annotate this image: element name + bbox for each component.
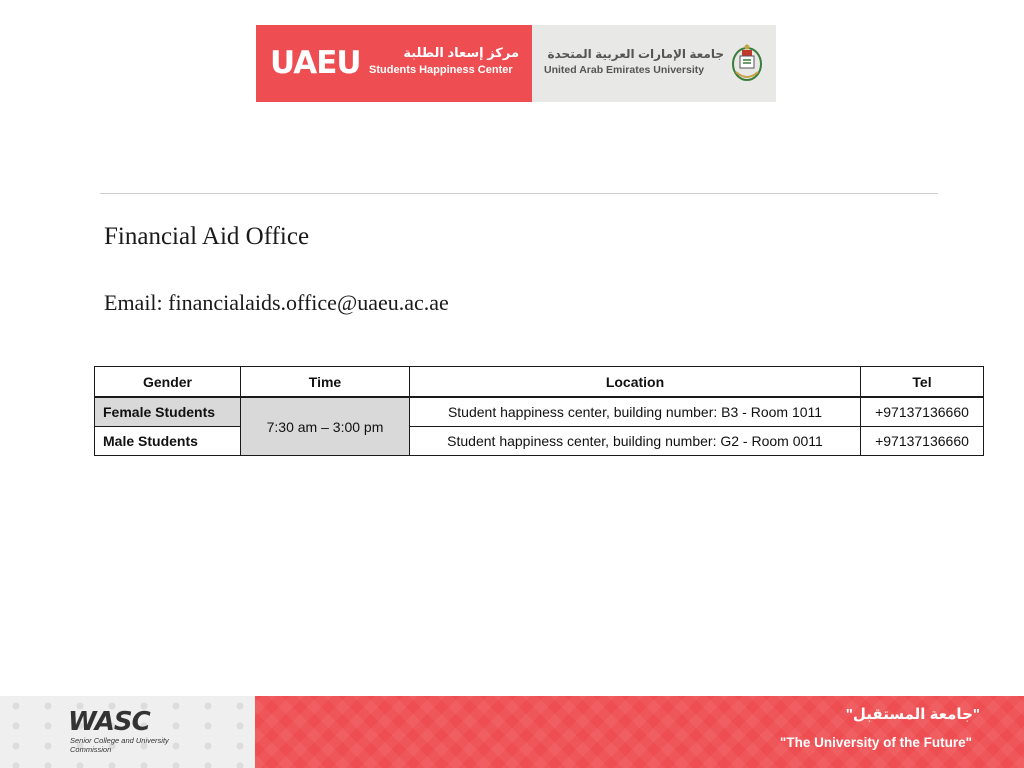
university-name-english: United Arab Emirates University: [544, 64, 705, 76]
column-header-time: Time: [241, 367, 410, 398]
column-header-location: Location: [410, 367, 861, 398]
tel-cell[interactable]: +97137136660: [861, 397, 984, 427]
time-cell: 7:30 am – 3:00 pm: [241, 397, 410, 456]
center-name-arabic: مركز إسعاد الطلبة: [403, 45, 519, 60]
location-cell: Student happiness center, building number: G2 - Room 0011: [410, 427, 861, 456]
office-hours-table: [94, 366, 984, 456]
divider: [100, 193, 938, 194]
table-row: [95, 427, 984, 456]
university-crest-icon: [730, 42, 764, 82]
column-header-gender: Gender: [95, 367, 241, 398]
university-name-arabic: جامعة الإمارات العربية المتحدة: [547, 47, 724, 61]
wasc-subtitle: Senior College and University Commission: [70, 736, 169, 754]
table-row: [95, 397, 984, 427]
table-header-row: [95, 367, 984, 398]
tagline-english: "The University of the Future": [779, 735, 972, 750]
office-title: Financial Aid Office: [104, 223, 310, 250]
university-name-block: [532, 25, 776, 102]
header-banner: [256, 25, 776, 102]
tel-cell[interactable]: +97137136660: [861, 427, 984, 456]
center-name-english: Students Happiness Center: [369, 64, 513, 76]
gender-cell: Female Students: [95, 397, 241, 427]
column-header-tel: Tel: [861, 367, 984, 398]
office-email[interactable]: Email: financialaids.office@uaeu.ac.ae: [104, 290, 449, 315]
wasc-logo: WASC: [68, 707, 150, 737]
tagline-arabic: "جامعة المستقبل": [845, 706, 980, 723]
students-happiness-center-logo: [256, 25, 532, 102]
gender-cell: Male Students: [95, 427, 241, 456]
location-cell: Student happiness center, building number: B3 - Room 1011: [410, 397, 861, 427]
uaeu-logo: UAEU: [270, 45, 361, 81]
